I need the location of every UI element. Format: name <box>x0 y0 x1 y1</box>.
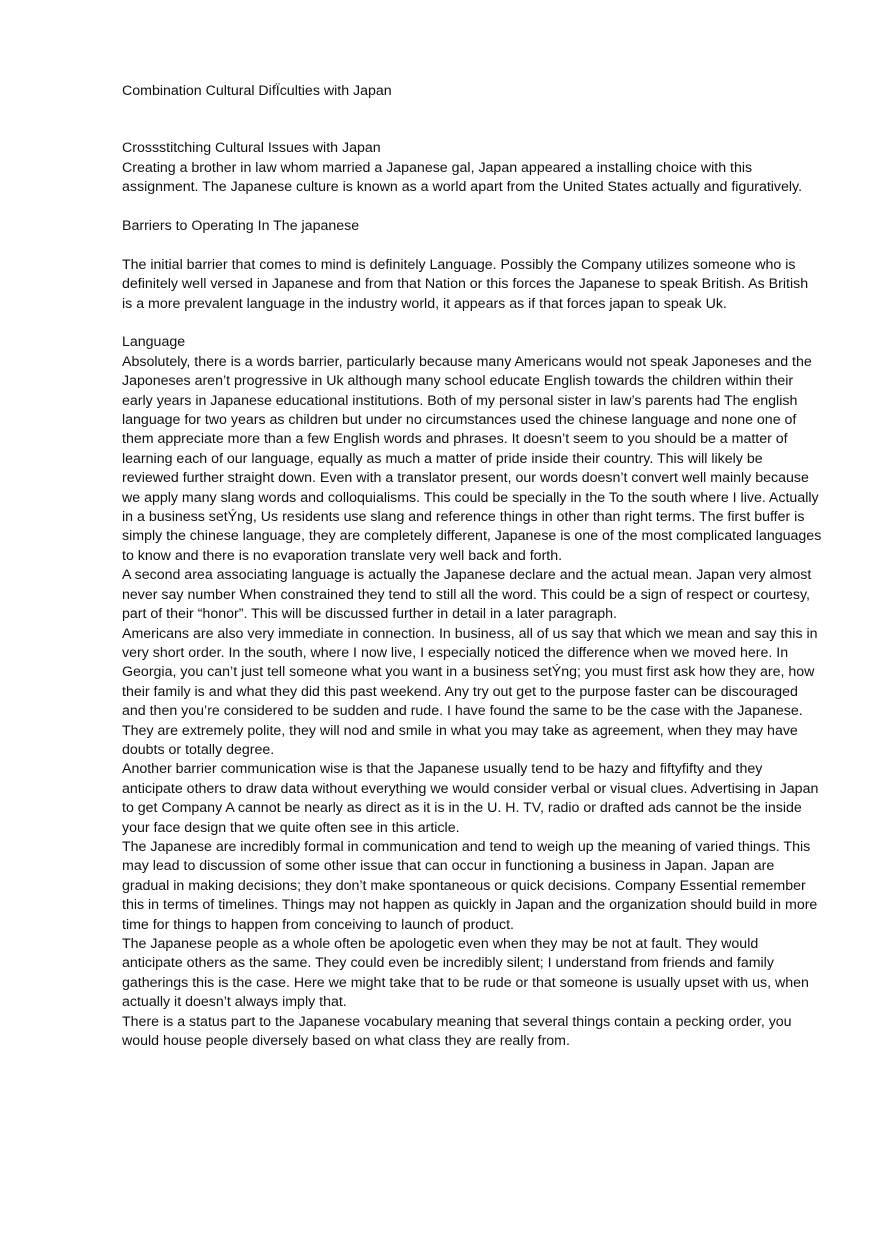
intro-paragraph: Creating a brother in law whom married a Japanese gal, Japan appeared a installing choice with this assignment. The Japanese culture is known as a world apart from the United States actually and figuratively. <box>122 159 803 196</box>
paragraph-gap <box>122 314 822 333</box>
language-paragraph-1: Absolutely, there is a words barrier, particularly because many Americans would not speak Japoneses and the Japoneses aren’t progressive in Uk although many school educate English towards the children within their early years in Japanese educational institutions. Both of my personal sister in law’s parents had The english language for two years as children but under no circumstances used the chinese language and none one of them appreciate more than a few English words and phrases. It doesn’t seem to you should be a matter of learning each of our language, equally as much a matter of pride inside their country. This will likely be reviewed further straight down. Even with a translator present, our words doesn’t convert well mainly because we apply many slang words and colloquialisms. This could be specially in the To the south where I live. Actually in a business setÝng, Us residents use slang and reference things in other than right terms. The first buffer is simply the chinese language, they are completely different, Japanese is one of the most complicated languages to know and there is no evaporation translate very well back and forth. <box>122 353 822 564</box>
barriers-paragraph: The initial barrier that comes to mind is definitely Language. Possibly the Company utilizes someone who is definitely well versed in Japanese and from that Nation or this forces the Japanese to speak British. As British is a more prevalent language in the industry world, it appears as if that forces japan to speak Uk. <box>122 256 809 312</box>
paragraph-gap <box>122 198 822 217</box>
document-body <box>122 82 822 1051</box>
language-paragraph-2: A second area associating language is actually the Japanese declare and the actual mean. Japan very almost never say number When constrained they tend to still all the word. This could be a sign of respect or courtesy, part of their “honor”. This will be discussed further in detail in a later paragraph. <box>122 567 812 623</box>
language-paragraph-6: The Japanese people as a whole often be apologetic even when they may be not at fault. They would anticipate others as the same. They could even be incredibly silent; I understand from friends and family gatherings this is the case. Here we might take that to be rude or that someone is usually upset with us, when actually it doesn’t always imply that. <box>122 936 809 1011</box>
language-paragraph-5: The Japanese are incredibly formal in communication and tend to weigh up the meaning of varied things. This may lead to discussion of some other issue that can occur in functioning a business in Japan. Japan are gradual in making decisions; they don’t make spontaneous or quick decisions. Company Essential remember this in terms of timelines. Things may not happen as quickly in Japan and the organization should build in more time for things to happen from conceiving to launch of product. <box>122 838 818 933</box>
language-paragraph-7: There is a status part to the Japanese vocabulary meaning that several things contain a pecking order, you would house people diversely based on what class they are really from. <box>122 1013 792 1050</box>
section-heading-language: Language <box>122 334 186 351</box>
document-subtitle: Crossstitching Cultural Issues with Japan <box>122 140 381 157</box>
document-title: Combination Cultural DifÏculties with Japan <box>122 83 392 99</box>
paragraph-gap <box>122 236 822 255</box>
language-paragraph-4: Another barrier communication wise is that the Japanese usually tend to be hazy and fiftyfifty and they anticipate others to draw data without everything we would consider verbal or visual clues. Advertising in Japan to get Company A cannot be nearly as direct as it is in the U. H. TV, radio or drafted ads cannot be the inside your face design that we quite often see in this article. <box>122 761 819 836</box>
section-heading-barriers: Barriers to Operating In The japanese <box>122 218 360 235</box>
language-paragraph-3: Americans are also very immediate in connection. In business, all of us say that which we mean and say this in very short order. In the south, where I now live, I especially noticed the difference when we moved here. In Georgia, you can’t just tell someone what you want in a business setÝng; you must first ask how they are, how their family is and what they did this past weekend. Any try out get to the purpose faster can be discouraged and then you’re considered to be sudden and rude. I have found the same to be the case with the Japanese. They are extremely polite, they will nod and smile in what you may take as agreement, when they may have doubts or totally degree. <box>122 625 818 758</box>
